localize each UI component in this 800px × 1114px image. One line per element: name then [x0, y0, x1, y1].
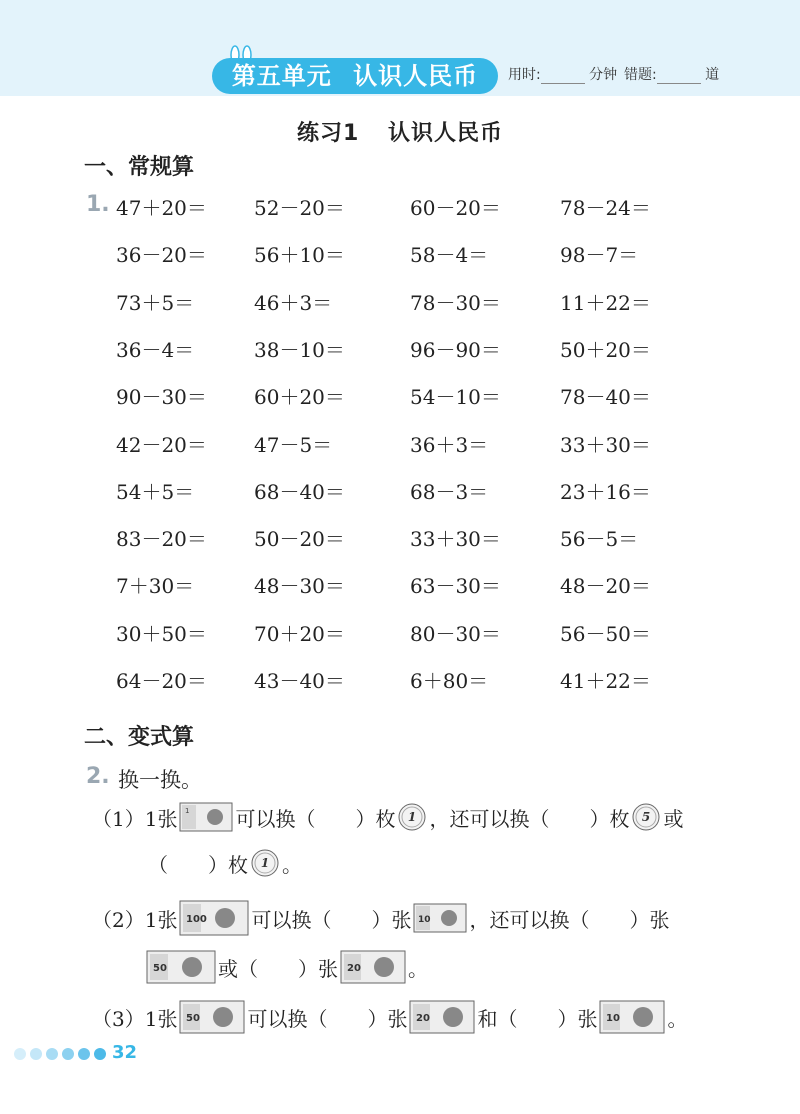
q1-text-5: （ ）枚	[148, 852, 248, 877]
equation: 68－3＝	[410, 480, 489, 504]
q2-text-5: 。	[408, 956, 428, 981]
banknote-1-yuan-icon	[179, 802, 233, 832]
equation: 56＋10＝	[254, 243, 345, 267]
equation: 68－40＝	[254, 480, 345, 504]
banknote-10-yuan-icon	[413, 903, 467, 933]
time-unit: 分钟	[589, 67, 618, 83]
equation: 56－50＝	[560, 622, 651, 646]
banknote-100-yuan-icon	[179, 900, 249, 936]
equation: 96－90＝	[410, 338, 501, 362]
exercise-title	[0, 116, 800, 147]
q2-line2	[144, 950, 428, 984]
time-field	[508, 64, 617, 84]
equation: 33＋30＝	[560, 433, 651, 457]
equation: 64－20＝	[116, 669, 207, 693]
equation: 30＋50＝	[116, 622, 207, 646]
q1-text-4: 或	[663, 806, 684, 831]
equation: 83－20＝	[116, 527, 207, 551]
banknote-20-yuan-icon	[340, 950, 406, 984]
q1-line1	[92, 802, 683, 832]
q3-text-3: 和（ ）张	[477, 1006, 598, 1031]
q2-text-4: 或（ ）张	[218, 956, 338, 981]
q3-text-1: （3）1张	[92, 1006, 178, 1031]
q2-text-3: ，还可以换（ ）张	[469, 907, 670, 932]
question1-number: 1.	[86, 192, 110, 217]
exercise-name: 认识人民币	[387, 121, 503, 146]
q3-line1	[92, 1000, 687, 1034]
equation: 98－7＝	[560, 243, 639, 267]
section1-heading: 一、常规算	[84, 155, 195, 180]
banknote-50-yuan-icon	[146, 950, 216, 984]
equation: 54－10＝	[410, 385, 501, 409]
equation: 78－30＝	[410, 291, 501, 315]
equation: 47＋20＝	[116, 196, 207, 220]
q1-text-2: 可以换（ ）枚	[235, 806, 396, 831]
time-blank[interactable]	[541, 69, 585, 84]
svg-text:10: 10	[418, 915, 431, 925]
errors-field	[624, 64, 719, 84]
svg-text:5: 5	[642, 810, 651, 824]
q2-line1	[92, 900, 669, 936]
equation: 36－4＝	[116, 338, 195, 362]
svg-text:1: 1	[260, 856, 270, 870]
q2-text-2: 可以换（ ）张	[251, 907, 412, 932]
equation: 6＋80＝	[410, 669, 489, 693]
equation: 41＋22＝	[560, 669, 651, 693]
coin-1-jiao-icon	[397, 802, 427, 832]
errors-unit: 道	[705, 67, 720, 83]
footer-dots-decoration	[12, 1046, 112, 1062]
equation: 70＋20＝	[254, 622, 345, 646]
coin-1-jiao-icon	[250, 848, 280, 878]
errors-blank[interactable]	[657, 69, 701, 84]
svg-text:50: 50	[153, 963, 167, 974]
q1-line2	[148, 848, 302, 878]
time-label: 用时:	[508, 67, 541, 83]
q2-text-1: （2）1张	[92, 907, 178, 932]
q1-text-1: （1）1张	[92, 806, 178, 831]
equation: 36＋3＝	[410, 433, 489, 457]
equation: 54＋5＝	[116, 480, 195, 504]
equation: 90－30＝	[116, 385, 207, 409]
equation: 42－20＝	[116, 433, 207, 457]
page-number: 32	[112, 1042, 138, 1063]
equation: 48－30＝	[254, 574, 345, 598]
svg-text:1: 1	[185, 807, 190, 815]
equation: 63－30＝	[410, 574, 501, 598]
svg-text:50: 50	[186, 1013, 201, 1024]
equation: 46＋3＝	[254, 291, 333, 315]
equation: 36－20＝	[116, 243, 207, 267]
equation: 78－24＝	[560, 196, 651, 220]
q3-text-4: 。	[667, 1006, 688, 1031]
unit-label: 第五单元	[231, 62, 332, 90]
banknote-20-yuan-icon	[409, 1000, 475, 1034]
coin-5-jiao-icon	[631, 802, 661, 832]
equation: 23＋16＝	[560, 480, 651, 504]
exercise-label: 练习1	[297, 121, 360, 146]
svg-text:20: 20	[416, 1013, 431, 1024]
banknote-10-yuan-icon	[599, 1000, 665, 1034]
q1-text-3: ，还可以换（ ）枚	[429, 806, 630, 831]
equation: 7＋30＝	[116, 574, 195, 598]
equation: 56－5＝	[560, 527, 639, 551]
equation: 50－20＝	[254, 527, 345, 551]
unit-banner	[212, 58, 498, 94]
svg-text:20: 20	[347, 963, 361, 974]
equation: 78－40＝	[560, 385, 651, 409]
svg-text:10: 10	[606, 1013, 621, 1024]
equation: 43－40＝	[254, 669, 345, 693]
equation: 60＋20＝	[254, 385, 345, 409]
question2-number: 2.	[86, 764, 110, 789]
errors-label: 错题:	[624, 67, 657, 83]
banknote-50-yuan-icon	[179, 1000, 245, 1034]
svg-text:1: 1	[408, 810, 417, 824]
equation: 33＋30＝	[410, 527, 501, 551]
instruction-text: 换一换。	[118, 768, 202, 792]
unit-title: 认识人民币	[353, 62, 479, 90]
equation: 11＋22＝	[560, 291, 651, 315]
equation: 47－5＝	[254, 433, 333, 457]
q3-text-2: 可以换（ ）张	[247, 1006, 408, 1031]
equation: 38－10＝	[254, 338, 345, 362]
equation: 52－20＝	[254, 196, 345, 220]
equation: 80－30＝	[410, 622, 501, 646]
equation: 48－20＝	[560, 574, 651, 598]
equation: 50＋20＝	[560, 338, 651, 362]
section2-heading: 二、变式算	[84, 725, 195, 750]
equation: 73＋5＝	[116, 291, 195, 315]
question2-instruction	[118, 764, 202, 794]
svg-text:100: 100	[186, 914, 208, 925]
q1-text-6: 。	[282, 852, 302, 877]
equation: 58－4＝	[410, 243, 489, 267]
equation: 60－20＝	[410, 196, 501, 220]
